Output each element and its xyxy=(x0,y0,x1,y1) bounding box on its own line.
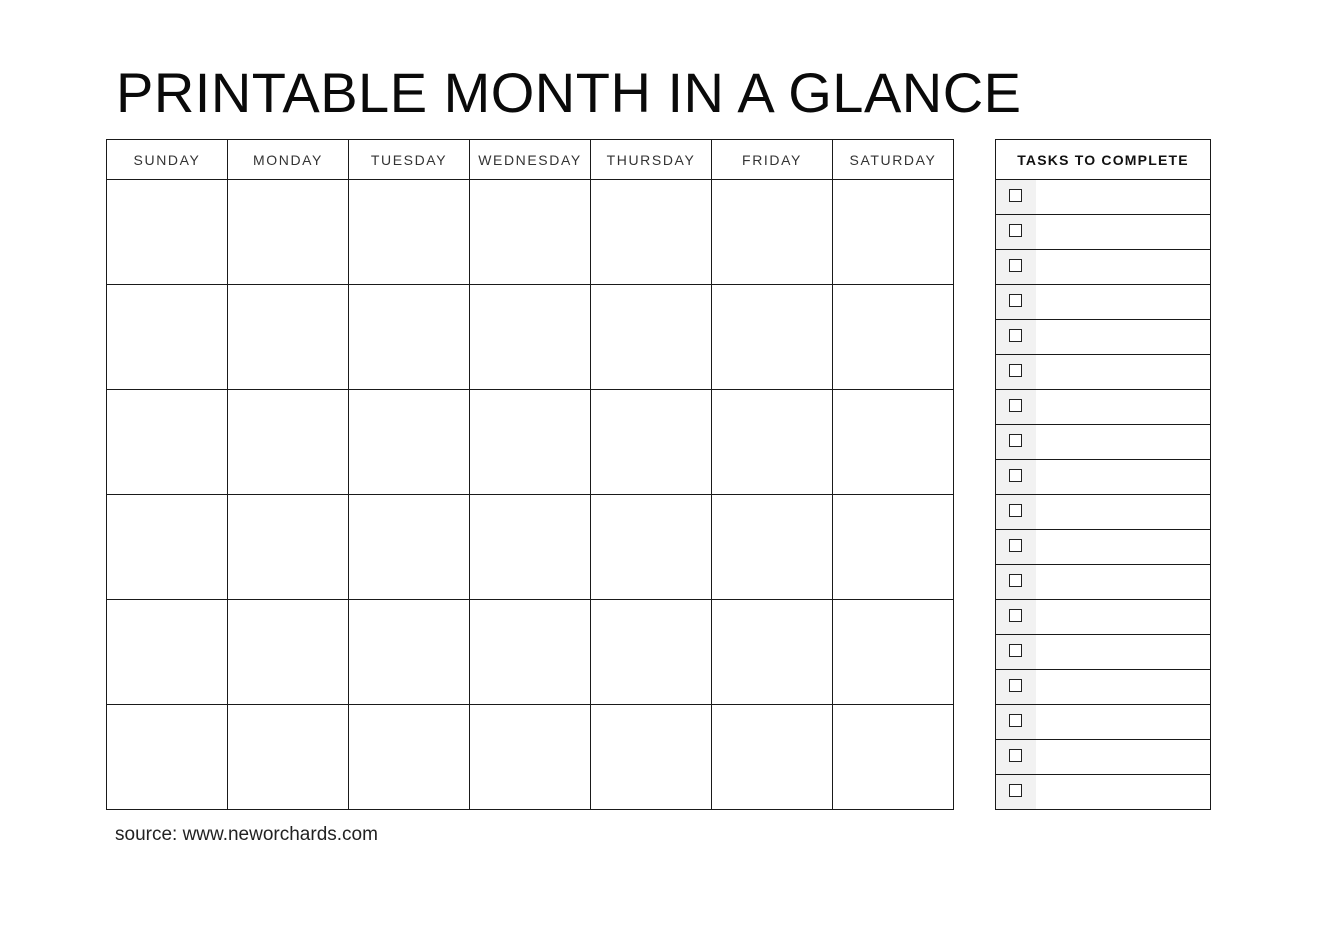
task-checkbox-cell xyxy=(996,705,1036,739)
calendar-day-cell[interactable] xyxy=(228,390,349,495)
task-line[interactable] xyxy=(996,250,1211,285)
checkbox-icon[interactable] xyxy=(1009,784,1022,797)
calendar-day-cell[interactable] xyxy=(349,285,470,390)
checkbox-icon[interactable] xyxy=(1009,539,1022,552)
task-row xyxy=(996,740,1211,775)
task-line[interactable] xyxy=(996,495,1211,530)
calendar-body xyxy=(107,180,954,810)
calendar-day-cell[interactable] xyxy=(470,390,591,495)
task-line[interactable] xyxy=(996,180,1211,215)
weekday-header-sunday: SUNDAY xyxy=(107,140,228,180)
task-row xyxy=(996,460,1211,495)
weekday-header-wednesday: WEDNESDAY xyxy=(470,140,591,180)
task-checkbox-cell xyxy=(996,250,1036,284)
task-checkbox-cell xyxy=(996,600,1036,634)
checkbox-icon[interactable] xyxy=(1009,679,1022,692)
task-line[interactable] xyxy=(996,355,1211,390)
calendar-grid xyxy=(106,139,954,810)
task-row xyxy=(996,425,1211,460)
tasks-header: TASKS TO COMPLETE xyxy=(996,140,1211,180)
calendar-week-row xyxy=(107,285,954,390)
calendar-week-row xyxy=(107,600,954,705)
calendar-day-cell[interactable] xyxy=(591,495,712,600)
task-row xyxy=(996,390,1211,425)
calendar-day-cell[interactable] xyxy=(349,705,470,810)
weekday-header-monday: MONDAY xyxy=(228,140,349,180)
calendar-day-cell[interactable] xyxy=(591,390,712,495)
calendar-day-cell[interactable] xyxy=(228,285,349,390)
calendar-week-row xyxy=(107,705,954,810)
calendar-day-cell[interactable] xyxy=(833,180,954,285)
weekday-header-tuesday: TUESDAY xyxy=(349,140,470,180)
calendar-day-cell[interactable] xyxy=(470,495,591,600)
task-line[interactable] xyxy=(996,285,1211,320)
task-line[interactable] xyxy=(996,215,1211,250)
task-line[interactable] xyxy=(996,775,1211,810)
task-line[interactable] xyxy=(996,320,1211,355)
calendar-day-cell[interactable] xyxy=(107,705,228,810)
calendar-day-cell[interactable] xyxy=(591,180,712,285)
task-checkbox-cell xyxy=(996,670,1036,704)
calendar-day-cell[interactable] xyxy=(712,600,833,705)
task-checkbox-cell xyxy=(996,530,1036,564)
calendar-day-cell[interactable] xyxy=(470,180,591,285)
task-checkbox-cell xyxy=(996,460,1036,494)
calendar-day-cell[interactable] xyxy=(349,390,470,495)
calendar-day-cell[interactable] xyxy=(833,705,954,810)
task-row xyxy=(996,705,1211,740)
task-checkbox-cell xyxy=(996,180,1036,214)
task-checkbox-cell xyxy=(996,285,1036,319)
task-checkbox-cell xyxy=(996,320,1036,354)
task-line[interactable] xyxy=(996,425,1211,460)
task-row xyxy=(996,600,1211,635)
task-line[interactable] xyxy=(996,705,1211,740)
calendar-day-cell[interactable] xyxy=(228,495,349,600)
checkbox-icon[interactable] xyxy=(1009,749,1022,762)
task-checkbox-cell xyxy=(996,425,1036,459)
task-line[interactable] xyxy=(996,600,1211,635)
calendar-day-cell[interactable] xyxy=(470,600,591,705)
task-line[interactable] xyxy=(996,390,1211,425)
task-row xyxy=(996,285,1211,320)
calendar-day-cell[interactable] xyxy=(712,390,833,495)
source-credit: source: www.neworchards.com xyxy=(115,824,378,845)
calendar-day-cell[interactable] xyxy=(470,705,591,810)
task-line[interactable] xyxy=(996,740,1211,775)
task-checkbox-cell xyxy=(996,495,1036,529)
calendar-day-cell[interactable] xyxy=(349,600,470,705)
task-row xyxy=(996,565,1211,600)
task-row xyxy=(996,495,1211,530)
task-checkbox-cell xyxy=(996,355,1036,389)
calendar-day-cell[interactable] xyxy=(349,180,470,285)
checkbox-icon[interactable] xyxy=(1009,399,1022,412)
task-checkbox-cell xyxy=(996,775,1036,809)
checkbox-icon[interactable] xyxy=(1009,609,1022,622)
checkbox-icon[interactable] xyxy=(1009,469,1022,482)
calendar-day-cell[interactable] xyxy=(107,285,228,390)
task-checkbox-cell xyxy=(996,215,1036,249)
calendar-day-cell[interactable] xyxy=(107,390,228,495)
checkbox-icon[interactable] xyxy=(1009,714,1022,727)
task-row xyxy=(996,320,1211,355)
weekday-header-thursday: THURSDAY xyxy=(591,140,712,180)
checkbox-icon[interactable] xyxy=(1009,364,1022,377)
checkbox-icon[interactable] xyxy=(1009,259,1022,272)
task-checkbox-cell xyxy=(996,390,1036,424)
calendar-day-cell[interactable] xyxy=(712,180,833,285)
calendar-day-cell[interactable] xyxy=(833,285,954,390)
checkbox-icon[interactable] xyxy=(1009,294,1022,307)
task-line[interactable] xyxy=(996,460,1211,495)
calendar-day-cell[interactable] xyxy=(591,285,712,390)
tasks-panel xyxy=(995,139,1211,810)
task-row xyxy=(996,530,1211,565)
task-row xyxy=(996,775,1211,810)
task-row xyxy=(996,355,1211,390)
task-row xyxy=(996,215,1211,250)
task-line[interactable] xyxy=(996,635,1211,670)
calendar-day-cell[interactable] xyxy=(107,495,228,600)
checkbox-icon[interactable] xyxy=(1009,329,1022,342)
checkbox-icon[interactable] xyxy=(1009,504,1022,517)
weekday-header-saturday: SATURDAY xyxy=(833,140,954,180)
calendar-day-cell[interactable] xyxy=(833,390,954,495)
calendar-day-cell[interactable] xyxy=(591,705,712,810)
task-row xyxy=(996,635,1211,670)
task-line[interactable] xyxy=(996,565,1211,600)
task-row xyxy=(996,250,1211,285)
calendar-day-cell[interactable] xyxy=(349,495,470,600)
page-title: PRINTABLE MONTH IN A GLANCE xyxy=(116,61,1022,124)
calendar-day-cell[interactable] xyxy=(712,495,833,600)
calendar-day-cell[interactable] xyxy=(833,600,954,705)
calendar-day-cell[interactable] xyxy=(107,180,228,285)
checkbox-icon[interactable] xyxy=(1009,189,1022,202)
checkbox-icon[interactable] xyxy=(1009,434,1022,447)
calendar-day-cell[interactable] xyxy=(107,600,228,705)
calendar-day-cell[interactable] xyxy=(470,285,591,390)
task-checkbox-cell xyxy=(996,565,1036,599)
calendar-week-row xyxy=(107,390,954,495)
calendar-week-row xyxy=(107,495,954,600)
calendar-day-cell[interactable] xyxy=(228,180,349,285)
task-line[interactable] xyxy=(996,670,1211,705)
task-row xyxy=(996,180,1211,215)
calendar-day-cell[interactable] xyxy=(833,495,954,600)
weekday-header-row xyxy=(107,140,954,180)
weekday-header-friday: FRIDAY xyxy=(712,140,833,180)
calendar-day-cell[interactable] xyxy=(228,600,349,705)
calendar-week-row xyxy=(107,180,954,285)
calendar-day-cell[interactable] xyxy=(591,600,712,705)
task-checkbox-cell xyxy=(996,635,1036,669)
task-line[interactable] xyxy=(996,530,1211,565)
checkbox-icon[interactable] xyxy=(1009,644,1022,657)
task-row xyxy=(996,670,1211,705)
calendar-day-cell[interactable] xyxy=(712,285,833,390)
task-checkbox-cell xyxy=(996,740,1036,774)
checkbox-icon[interactable] xyxy=(1009,224,1022,237)
calendar-day-cell[interactable] xyxy=(228,705,349,810)
calendar-day-cell[interactable] xyxy=(712,705,833,810)
checkbox-icon[interactable] xyxy=(1009,574,1022,587)
tasks-list xyxy=(996,180,1211,810)
